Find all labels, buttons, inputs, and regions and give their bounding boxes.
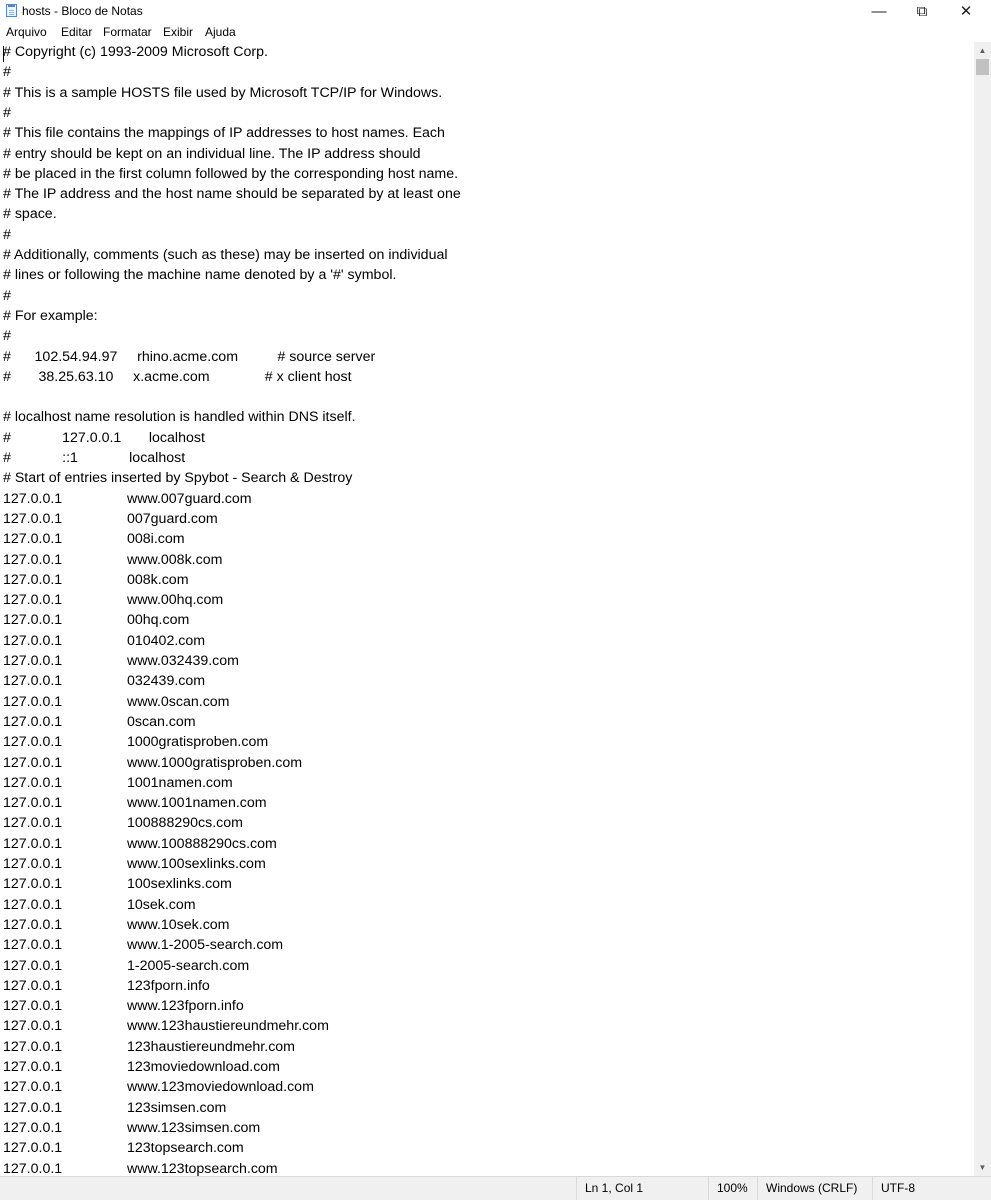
entry-ip: 127.0.0.1	[3, 1018, 63, 1035]
hosts-entry	[3, 813, 903, 833]
menu-arquivo[interactable]: Arquivo	[6, 25, 47, 39]
entry-host: 008i.com	[127, 531, 185, 548]
entry-host: 123moviedownload.com	[127, 1059, 281, 1075]
entry-ip: 127.0.0.1	[3, 551, 63, 568]
entry-ip: 127.0.0.1	[3, 977, 63, 994]
text-line: #	[3, 64, 11, 81]
entry-host: www.123haustiereundmehr.com	[127, 1018, 329, 1035]
entry-host: 100sexlinks.com	[127, 876, 232, 893]
hosts-entry	[3, 1077, 903, 1097]
entry-host: www.100sexlinks.com	[127, 856, 266, 872]
hosts-entry	[3, 1138, 903, 1158]
line-ending: Windows (CRLF)	[757, 1177, 872, 1200]
minimize-button[interactable]: —	[871, 2, 887, 20]
entry-ip: 127.0.0.1	[3, 693, 63, 710]
hosts-entry	[3, 956, 903, 976]
hosts-entry	[3, 489, 903, 509]
encoding: UTF-8	[872, 1177, 991, 1200]
entry-host: www.1000gratisproben.com	[127, 754, 303, 771]
hosts-entry	[3, 692, 903, 712]
window-title: hosts - Bloco de Notas	[22, 4, 143, 18]
entry-ip: 127.0.0.1	[3, 734, 63, 751]
entry-ip: 127.0.0.1	[3, 957, 63, 974]
menu-editar[interactable]: Editar	[61, 25, 93, 39]
entry-host: www.123simsen.com	[127, 1119, 261, 1136]
entry-ip: 127.0.0.1	[3, 1099, 63, 1116]
text-line: # For example:	[3, 307, 98, 324]
entry-host: 10sek.com	[127, 896, 196, 913]
hosts-entry	[3, 976, 903, 996]
text-line: # 38.25.63.10 x.acme.com # x client host	[3, 368, 352, 385]
entry-ip: 127.0.0.1	[3, 632, 63, 649]
entry-ip: 127.0.0.1	[3, 774, 63, 791]
entry-host: www.123moviedownload.com	[127, 1079, 314, 1096]
text-line: #	[3, 287, 11, 304]
scroll-up-icon[interactable]: ▲	[978, 46, 987, 55]
close-button[interactable]: ✕	[959, 3, 973, 20]
entry-host: www.100888290cs.com	[127, 835, 277, 852]
text-editor[interactable]	[0, 42, 974, 1176]
entry-ip: 127.0.0.1	[3, 856, 63, 872]
text-line: #	[3, 328, 11, 345]
entry-host: www.00hq.com	[127, 592, 224, 609]
entry-host: www.0scan.com	[127, 693, 230, 710]
hosts-entry	[3, 834, 903, 854]
entry-ip: 127.0.0.1	[3, 713, 63, 730]
entry-host: 0scan.com	[127, 713, 196, 730]
notepad-icon	[6, 4, 17, 17]
entry-host: www.10sek.com	[127, 916, 230, 933]
text-line: # This is a sample HOSTS file used by Microsoft TCP/IP for Windows.	[3, 84, 443, 101]
entry-host: 123simsen.com	[127, 1099, 227, 1116]
menu-ajuda[interactable]: Ajuda	[205, 25, 236, 39]
maximize-button[interactable]: ⧉	[916, 2, 928, 20]
text-line: # ::1 localhost	[3, 450, 186, 466]
entry-host: 00hq.com	[127, 612, 190, 629]
hosts-entry	[3, 996, 903, 1016]
entry-host: 123topsearch.com	[127, 1140, 244, 1157]
entry-ip: 127.0.0.1	[3, 490, 63, 507]
hosts-entry	[3, 1037, 903, 1057]
hosts-entry	[3, 631, 903, 651]
entry-host: www.123fporn.info	[127, 998, 244, 1015]
hosts-entry	[3, 570, 903, 590]
text-line: # lines or following the machine name denoted by a '#' symbol.	[3, 267, 397, 284]
entry-ip: 127.0.0.1	[3, 896, 63, 913]
menu-formatar[interactable]: Formatar	[103, 25, 152, 39]
hosts-entry	[3, 1016, 903, 1036]
text-line: #	[3, 104, 11, 121]
text-line: # This file contains the mappings of IP addresses to host names. Each	[3, 125, 445, 142]
hosts-entry	[3, 529, 903, 549]
text-line: # entry should be kept on an individual line. The IP address should	[3, 145, 421, 162]
entry-host: 1000gratisproben.com	[127, 734, 269, 751]
title-bar	[0, 0, 991, 22]
entry-ip: 127.0.0.1	[3, 531, 63, 548]
entry-ip: 127.0.0.1	[3, 571, 63, 588]
hosts-entry	[3, 550, 903, 570]
entry-ip: 127.0.0.1	[3, 815, 63, 832]
entry-ip: 127.0.0.1	[3, 937, 63, 954]
hosts-entry	[3, 773, 903, 793]
hosts-entry	[3, 590, 903, 610]
text-line: # be placed in the first column followed by the corresponding host name.	[3, 165, 459, 182]
entry-host: 008k.com	[127, 571, 189, 588]
entry-host: www.1001namen.com	[127, 795, 267, 812]
cursor-position: Ln 1, Col 1	[576, 1177, 706, 1200]
text-line: # 102.54.94.97 rhino.acme.com # source server	[3, 348, 376, 365]
hosts-entry	[3, 651, 903, 671]
entry-ip: 127.0.0.1	[3, 795, 63, 812]
scroll-down-icon[interactable]: ▼	[978, 1163, 987, 1172]
entry-host: 007guard.com	[127, 510, 218, 527]
entry-host: 123haustiereundmehr.com	[127, 1038, 295, 1055]
hosts-entry	[3, 874, 903, 894]
menu-bar	[0, 22, 991, 42]
menu-exibir[interactable]: Exibir	[163, 25, 194, 39]
entry-ip: 127.0.0.1	[3, 612, 63, 629]
entry-ip: 127.0.0.1	[3, 1059, 63, 1075]
text-line: #	[3, 226, 11, 243]
entry-host: 032439.com	[127, 673, 206, 690]
text-line: # The IP address and the host name should be separated by at least one	[3, 186, 461, 203]
entry-ip: 127.0.0.1	[3, 1119, 63, 1136]
text-line: # space.	[3, 206, 57, 223]
entry-ip: 127.0.0.1	[3, 754, 63, 771]
hosts-entry	[3, 610, 903, 630]
status-bar	[0, 1176, 991, 1200]
zoom-level: 100%	[708, 1177, 758, 1200]
hosts-entry	[3, 854, 903, 874]
entry-host: 1001namen.com	[127, 774, 233, 791]
entry-ip: 127.0.0.1	[3, 835, 63, 852]
hosts-entry	[3, 732, 903, 752]
hosts-entry	[3, 915, 903, 935]
text-line: # Copyright (c) 1993-2009 Microsoft Corp.	[3, 44, 268, 60]
hosts-entry	[3, 1159, 903, 1177]
entry-ip: 127.0.0.1	[3, 673, 63, 690]
entry-ip: 127.0.0.1	[3, 510, 63, 527]
hosts-entry	[3, 712, 903, 732]
entry-ip: 127.0.0.1	[3, 1140, 63, 1157]
scroll-thumb[interactable]	[976, 59, 989, 75]
entry-ip: 127.0.0.1	[3, 998, 63, 1015]
text-line: # localhost name resolution is handled within DNS itself.	[3, 409, 356, 426]
entry-host: www.032439.com	[127, 653, 239, 669]
hosts-entry	[3, 1057, 903, 1077]
entry-ip: 127.0.0.1	[3, 916, 63, 933]
hosts-entry	[3, 935, 903, 955]
entry-ip: 127.0.0.1	[3, 1038, 63, 1055]
vertical-scrollbar[interactable]	[974, 42, 991, 1176]
hosts-entry	[3, 895, 903, 915]
hosts-entry	[3, 671, 903, 691]
entry-host: 100888290cs.com	[127, 815, 243, 832]
entry-ip: 127.0.0.1	[3, 876, 63, 893]
hosts-entry	[3, 509, 903, 529]
entry-host: www.007guard.com	[127, 490, 252, 507]
hosts-entry	[3, 1098, 903, 1118]
text-line: # Additionally, comments (such as these) may be inserted on individual	[3, 247, 448, 263]
entry-ip: 127.0.0.1	[3, 653, 63, 669]
entry-host: 010402.com	[127, 632, 206, 649]
entry-ip: 127.0.0.1	[3, 592, 63, 609]
entry-host: www.1-2005-search.com	[127, 937, 284, 954]
entry-host: www.008k.com	[127, 551, 223, 568]
hosts-entry	[3, 1118, 903, 1138]
entry-ip: 127.0.0.1	[3, 1160, 63, 1176]
entry-host: 123fporn.info	[127, 977, 210, 994]
entry-host: 1-2005-search.com	[127, 957, 250, 974]
text-line: # Start of entries inserted by Spybot - Search & Destroy	[3, 470, 353, 487]
hosts-entry	[3, 753, 903, 773]
entry-ip: 127.0.0.1	[3, 1079, 63, 1096]
hosts-entry	[3, 793, 903, 813]
entry-host: www.123topsearch.com	[127, 1160, 278, 1176]
text-line: # 127.0.0.1 localhost	[3, 429, 205, 446]
